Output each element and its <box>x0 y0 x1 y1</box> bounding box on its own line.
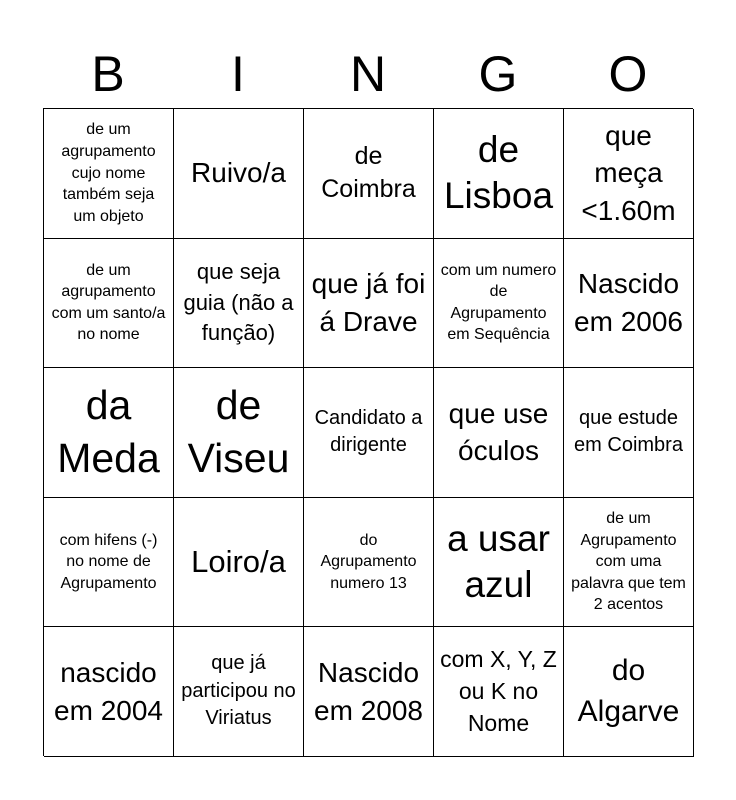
header-letter-n: N <box>349 46 387 102</box>
bingo-cell[interactable] <box>434 109 564 239</box>
bingo-cell[interactable] <box>564 368 694 498</box>
cell-text: que já participou no Viriatus <box>181 652 296 730</box>
bingo-cell[interactable] <box>44 109 174 239</box>
cell-text: que meça <1.60m <box>581 119 676 227</box>
bingo-cell[interactable] <box>304 498 434 628</box>
bingo-cell[interactable] <box>304 368 434 498</box>
bingo-cell[interactable] <box>434 368 564 498</box>
bingo-cell[interactable] <box>434 239 564 369</box>
cell-text: de um agrupamento com um santo/a no nome <box>51 261 166 344</box>
header-letter-o: O <box>608 46 648 102</box>
bingo-card-grid <box>43 108 693 756</box>
cell-text: com X, Y, Z ou K no Nome <box>440 646 557 736</box>
cell-text: que seja guia (não a função) <box>183 259 294 346</box>
bingo-cell[interactable] <box>174 498 304 628</box>
bingo-cell[interactable] <box>174 239 304 369</box>
cell-text: Loiro/a <box>191 543 286 579</box>
cell-text: que já foi á Drave <box>311 268 426 337</box>
header-letter-i: I <box>231 46 245 102</box>
bingo-cell[interactable] <box>564 498 694 628</box>
bingo-cell[interactable] <box>564 239 694 369</box>
bingo-cell[interactable] <box>304 239 434 369</box>
cell-text: a usar azul <box>447 517 550 606</box>
bingo-cell[interactable] <box>44 239 174 369</box>
bingo-cell[interactable] <box>174 368 304 498</box>
cell-text: da Meda <box>57 382 160 482</box>
cell-text: Candidato a dirigente <box>314 406 423 457</box>
cell-text: nascido em 2004 <box>54 656 163 726</box>
cell-text: de Coimbra <box>321 141 416 204</box>
cell-text: Nascido em 2006 <box>574 268 683 337</box>
bingo-cell[interactable] <box>174 109 304 239</box>
cell-text: de Lisboa <box>443 129 554 217</box>
cell-text: de um agrupamento cujo nome também seja um objeto <box>61 121 156 225</box>
bingo-cell[interactable] <box>304 109 434 239</box>
bingo-cell[interactable] <box>44 498 174 628</box>
bingo-cell[interactable] <box>564 627 694 757</box>
bingo-cell[interactable] <box>44 627 174 757</box>
cell-text: Nascido em 2008 <box>314 656 423 726</box>
cell-text: com hifens (-) no nome de Agrupamento <box>59 531 158 592</box>
cell-text: de um Agrupamento com uma palavra que tem 2 acentos <box>571 510 686 614</box>
header-letter-g: G <box>478 46 518 102</box>
cell-text: do Algarve <box>577 654 680 728</box>
cell-text: Ruivo/a <box>191 157 286 189</box>
bingo-cell[interactable] <box>434 627 564 757</box>
bingo-cell[interactable] <box>44 368 174 498</box>
bingo-header <box>43 40 693 108</box>
cell-text: que use óculos <box>448 397 549 467</box>
header-letter-b: B <box>91 46 125 102</box>
bingo-cell[interactable] <box>304 627 434 757</box>
cell-text: que estude em Coimbra <box>574 406 683 457</box>
cell-text: de Viseu <box>187 382 290 482</box>
bingo-cell[interactable] <box>434 498 564 628</box>
bingo-cell[interactable] <box>564 109 694 239</box>
cell-text: do Agrupamento numero 13 <box>320 531 417 592</box>
cell-text: com um numero de Agrupamento em Sequência <box>440 261 557 344</box>
bingo-cell[interactable] <box>174 627 304 757</box>
